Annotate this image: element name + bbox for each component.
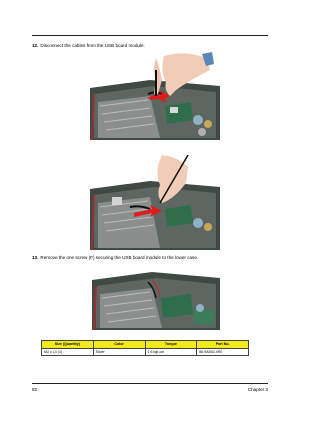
top-rule xyxy=(32,35,268,36)
table-cell: Silver xyxy=(93,348,145,356)
chapter-label: Chapter 3 xyxy=(247,387,268,392)
step-number: 12. xyxy=(32,43,39,48)
usb-board-photo-3 xyxy=(92,268,220,330)
step-text: Disconnect the cables from the USB board module. xyxy=(40,43,145,48)
table-cell: 1.6 kgf-cm xyxy=(145,348,197,356)
column-header: Torque xyxy=(145,341,197,349)
step-number: 13. xyxy=(32,255,39,260)
table-header-row xyxy=(42,341,249,349)
column-header: Color xyxy=(93,341,145,349)
usb-board-photo-1 xyxy=(90,50,220,140)
table-cell: M2 x L4 (1) xyxy=(42,348,94,356)
page-number: 82 xyxy=(32,387,38,392)
usb-board-photo-2 xyxy=(90,155,220,250)
table-row xyxy=(42,348,249,356)
table-cell: 86.9A552.4R0 xyxy=(197,348,249,356)
step-text: Remove the one screw (F) securing the USB board module to the lower case. xyxy=(40,255,199,260)
column-header: Size (Quantity) xyxy=(42,341,94,349)
screw-spec-table xyxy=(41,340,249,356)
column-header: Part No. xyxy=(197,341,249,349)
step-13 xyxy=(32,255,198,261)
step-12 xyxy=(32,43,145,49)
footer-rule xyxy=(32,383,268,384)
